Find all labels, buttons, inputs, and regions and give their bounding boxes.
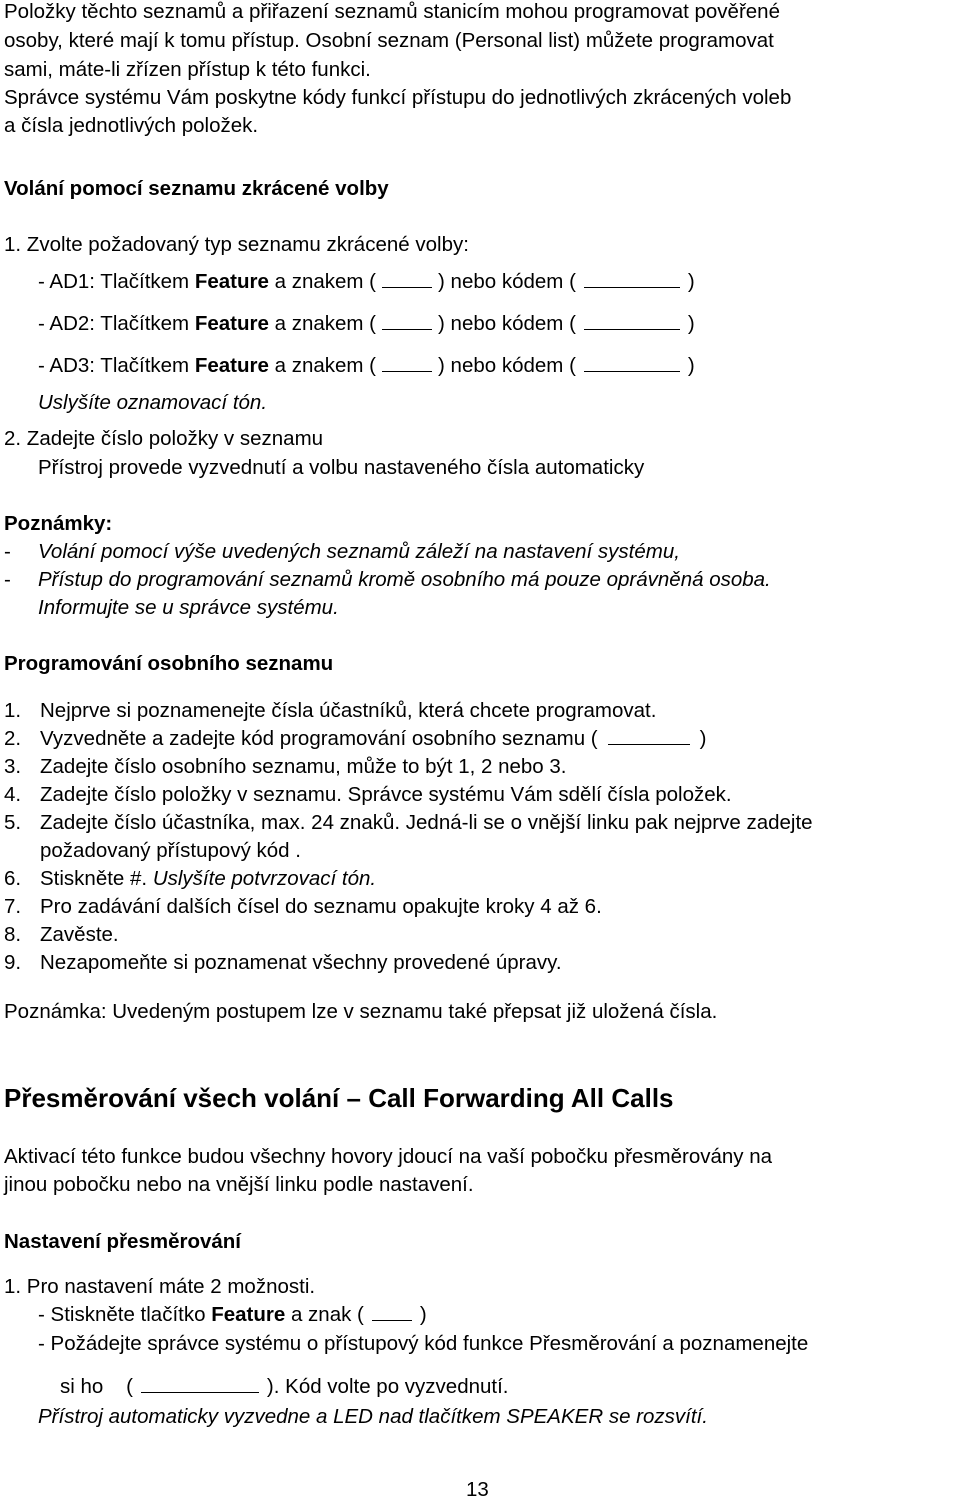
- ad3-char-blank: [382, 353, 432, 372]
- note-2: Přístup do programování seznamů kromě osobního má pouze oprávněná osoba.: [38, 568, 771, 591]
- intro-line-4: Správce systému Vám poskytne kódy funkcí přístupu do jednotlivých zkrácených voleb: [4, 86, 792, 109]
- intro-line-2: osoby, které mají k tomu přístup. Osobní seznam (Personal list) můžete programovat: [4, 29, 774, 52]
- ad2-char-blank: [382, 311, 432, 330]
- speed-dial-heading: Volání pomocí seznamu zkrácené volby: [4, 177, 389, 200]
- page-number: 13: [466, 1478, 489, 1501]
- ad1-char-blank: [382, 269, 432, 288]
- forwarding-code-blank: [141, 1374, 259, 1393]
- note-3: Informujte se u správce systému.: [38, 596, 339, 619]
- forwarding-desc-2: jinou pobočku nebo na vnější linku podle nastavení.: [4, 1173, 474, 1196]
- notes-heading: Poznámky:: [4, 512, 113, 535]
- personal-step-6: 6. Stiskněte #. Uslyšíte potvrzovací tón.: [4, 867, 377, 890]
- ad2-code-blank: [584, 311, 680, 330]
- personal-step-7: 7. Pro zadávání dalších čísel do seznamu opakujte kroky 4 až 6.: [4, 895, 602, 918]
- intro-line-5: a čísla jednotlivých položek.: [4, 114, 259, 137]
- forwarding-led-note: Přístroj automaticky vyzvedne a LED nad tlačítkem SPEAKER se rozsvítí.: [38, 1405, 708, 1428]
- forwarding-step-1: 1. Pro nastavení máte 2 možnosti.: [4, 1275, 316, 1298]
- ad2-row: - AD2: Tlačítkem Feature a znakem ( ) nebo kódem ( ): [38, 312, 695, 335]
- personal-heading: Programování osobního seznamu: [4, 652, 334, 675]
- personal-step-5-cont: požadovaný přístupový kód .: [40, 839, 301, 862]
- intro-line-1: Položky těchto seznamů a přiřazení seznamů stanicím mohou programovat pověřené: [4, 0, 780, 23]
- ad1-code-blank: [584, 269, 680, 288]
- personal-step-2: 2. Vyzvedněte a zadejte kód programování osobního seznamu ( ): [4, 727, 707, 750]
- personal-step-9: 9. Nezapomeňte si poznamenat všechny provedené úpravy.: [4, 951, 562, 974]
- personal-step-5: 5. Zadejte číslo účastníka, max. 24 znaků. Jedná-li se o vnější linku pak nejprve zadejte: [4, 811, 813, 834]
- ad3-code-blank: [584, 353, 680, 372]
- personal-step-1: 1. Nejprve si poznamenejte čísla účastníků, která chcete programovat.: [4, 699, 657, 722]
- dial-tone-note: Uslyšíte oznamovací tón.: [38, 391, 268, 414]
- ad3-row: - AD3: Tlačítkem Feature a znakem ( ) nebo kódem ( ): [38, 354, 695, 377]
- personal-note: Poznámka: Uvedeným postupem lze v seznamu také přepsat již uložená čísla.: [4, 1000, 718, 1023]
- personal-step-3: 3. Zadejte číslo osobního seznamu, může to být 1, 2 nebo 3.: [4, 755, 567, 778]
- forwarding-desc-1: Aktivací této funkce budou všechny hovory jdoucí na vaší pobočku přesměrovány na: [4, 1145, 773, 1168]
- ad1-row: - AD1: Tlačítkem Feature a znakem ( ) nebo kódem ( ): [38, 270, 695, 293]
- personal-step-4: 4. Zadejte číslo položky v seznamu. Správce systému Vám sdělí čísla položek.: [4, 783, 732, 806]
- note-dash-1: -: [4, 540, 11, 563]
- personal-step-8: 8. Zavěste.: [4, 923, 119, 946]
- forwarding-option-1: - Stiskněte tlačítko Feature a znak ( ): [38, 1303, 427, 1326]
- auto-dial-text: Přístroj provede vyzvednutí a volbu nastaveného čísla automaticky: [38, 456, 645, 479]
- forwarding-option-2: - Požádejte správce systému o přístupový kód funkce Přesměrování a poznamenejte: [38, 1332, 809, 1355]
- note-1: Volání pomocí výše uvedených seznamů záleží na nastavení systému,: [38, 540, 680, 563]
- forwarding-setup-heading: Nastavení přesměrování: [4, 1230, 242, 1253]
- forwarding-char-blank: [372, 1302, 412, 1321]
- forwarding-option-2-cont: si ho ( ). Kód volte po vyzvednutí.: [60, 1375, 509, 1398]
- note-dash-2: -: [4, 568, 11, 591]
- personal-code-blank: [608, 726, 690, 745]
- speed-dial-step-1: 1. Zvolte požadovaný typ seznamu zkrácené volby:: [4, 233, 469, 256]
- intro-line-3: sami, máte-li zřízen přístup k této funkci.: [4, 58, 371, 81]
- forwarding-title: Přesměrování všech volání – Call Forwarding All Calls: [4, 1083, 674, 1113]
- speed-dial-step-2: 2. Zadejte číslo položky v seznamu: [4, 427, 324, 450]
